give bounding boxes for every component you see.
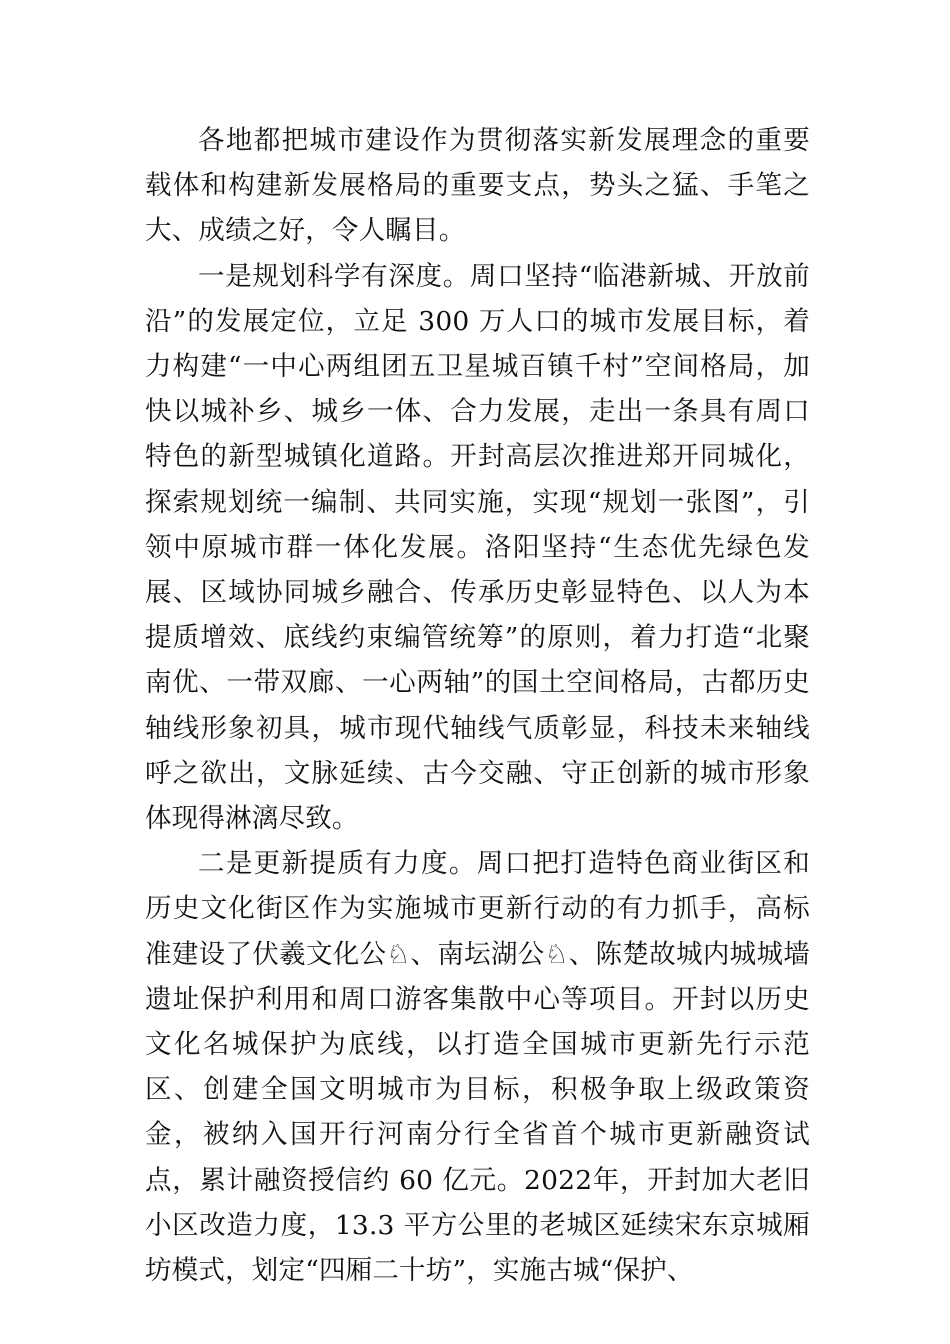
paragraph-renewal: 二是更新提质有力度。周口把打造特色商业街区和历史文化街区作为实施城市更新行动的有力抓手，高标准建设了伏羲文化公♘、南坛湖公♘、陈楚故城内城城墙遗址保护利用和周口游客集散中心等项目。开封以历史文化名城保护为底线，以打造全国城市更新先行示范区、创建全国文明城市为目标，积极争取上级政策资金，被纳入国开行河南分行全省首个城市更新融资试点，累计融资授信约 60 亿元。2022年，开封加大老旧小区改造力度，13.3 平方公里的老城区延续宋东京城厢坊模式，划定“四厢二十坊”，实施古城“保护、 [145, 848, 810, 1287]
document-body [145, 118, 810, 1293]
paragraph-planning: 一是规划科学有深度。周口坚持“临港新城、开放前沿”的发展定位，立足 300 万人口的城市发展目标，着力构建“一中心两组团五卫星城百镇千村”空间格局，加快以城补乡、城乡一体、合力发展，走出一条具有周口特色的新型城镇化道路。开封高层次推进郑开同城化，探索规划统一编制、共同实施，实现“规划一张图”，引领中原城市群一体化发展。洛阳坚持“生态优先绿色发展、区域协同城乡融合、传承历史彰显特色、以人为本提质增效、底线约束编管统筹”的原则，着力打造“北聚南优、一带双廊、一心两轴”的国土空间格局，古都历史轴线形象初具，城市现代轴线气质彰显，科技未来轴线呼之欲出，文脉延续、古今交融、守正创新的城市形象体现得淋漓尽致。 [145, 260, 810, 835]
paragraph-intro: 各地都把城市建设作为贯彻落实新发展理念的重要载体和构建新发展格局的重要支点，势头之猛、手笔之大、成绩之好，令人瞩目。 [145, 125, 810, 247]
